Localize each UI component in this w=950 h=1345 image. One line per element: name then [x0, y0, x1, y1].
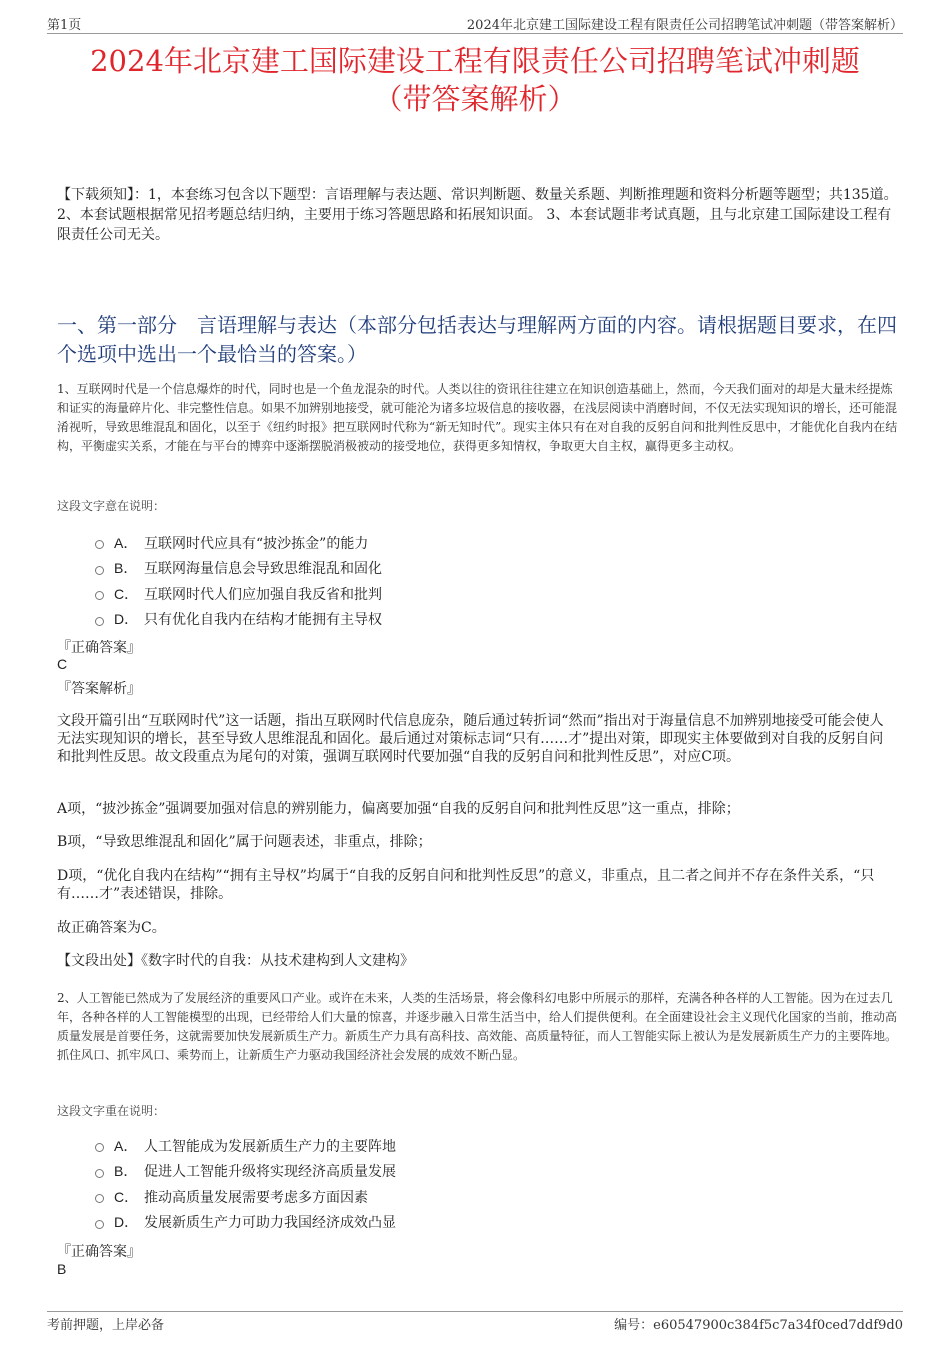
question-2-option-b[interactable]	[95, 1159, 595, 1185]
page-header	[47, 14, 903, 32]
radio-icon[interactable]	[95, 1143, 104, 1152]
footer-slogan: 考前押题，上岸必备	[47, 1318, 165, 1333]
question-1-option-a[interactable]	[95, 530, 595, 556]
question-2-answer-label: 『正确答案』	[57, 1244, 141, 1260]
download-notice: 【下载须知】：1，本套练习包含以下题型：言语理解与表达题、常识判断题、数量关系题、判断推理题和资料分析题等题型；共135道。 2、本套试题根据常见招考题总结归纳，主要用于练习答题思路和拓展知识面。 3、本套试题非考试真题，且与北京建工国际建设工程有限责任公司无关。	[57, 187, 898, 243]
analysis-paragraph-3: B项，“导致思维混乱和固化”属于问题表述，非重点，排除；	[57, 834, 432, 850]
question-1-option-d[interactable]	[95, 607, 595, 633]
document-title	[40, 42, 910, 118]
section-heading: 一、第一部分 言语理解与表达（本部分包括表达与理解两方面的内容。请根据题目要求，在四个选项中选出一个最恰当的答案。）	[57, 313, 897, 366]
question-2-stem: 2、人工智能已然成为了发展经济的重要风口产业。或许在未来，人类的生活场景，将会像科幻电影中所展示的那样，充满各种各样的人工智能。因为在过去几年，各种各样的人工智能模型的出现，已经带给人们大量的惊喜，并逐步融入日常生活当中，给人们提供便利。在全面建设社会主义现代化国家的当前，推动高质量发展是首要任务，这就需要加快发展新质生产力。新质生产力具有高科技、高效能、高质量特征，而人工智能实际上被认为是发展新质生产力的主要阵地。抓住风口、抓牢风口、乘势而上，让新质生产力驱动我国经济社会发展的成效不断凸显。	[57, 991, 898, 1062]
footer-divider	[47, 1311, 903, 1312]
option-text: 互联网时代应具有“披沙拣金”的能力	[144, 535, 369, 552]
option-key: B．	[114, 1163, 138, 1180]
question-1-answer: C	[57, 656, 68, 672]
radio-icon[interactable]	[95, 540, 104, 549]
option-key: C．	[114, 585, 139, 602]
footer-code: 编号：e60547900c384f5c7a34f0ced7ddf9d0	[614, 1318, 903, 1333]
page-footer	[47, 1314, 903, 1332]
option-text: 推动高质量发展需要考虑多方面因素	[144, 1189, 368, 1206]
analysis-paragraph-4: D项，“优化自我内在结构”“拥有主导权”均属于“自我的反躬自问和批判性反思”的意义，非重点，且二者之间并不存在条件关系，“只有……才”表述错误，排除。	[57, 868, 875, 902]
radio-icon[interactable]	[95, 566, 104, 575]
option-key: A．	[114, 534, 138, 551]
option-key: D．	[114, 611, 139, 628]
question-1-prompt: 这段文字意在说明：	[57, 499, 166, 513]
question-2-option-d[interactable]	[95, 1210, 595, 1236]
analysis-paragraph-5: 故正确答案为C。	[57, 920, 166, 936]
title-line-2: （带答案解析）	[373, 82, 577, 116]
option-text: 互联网海量信息会导致思维混乱和固化	[144, 561, 382, 578]
question-1-source: 【文段出处】《数字时代的自我：从技术建构到人文建构》	[57, 953, 414, 969]
question-2-prompt: 这段文字重在说明：	[57, 1104, 166, 1118]
question-1-analysis-label: 『答案解析』	[57, 681, 141, 697]
question-1-stem: 1、互联网时代是一个信息爆炸的时代，同时也是一个鱼龙混杂的时代。人类以往的资讯往往建立在知识创造基础上，然而，今天我们面对的却是大量未经提炼和证实的海量碎片化、非完整性信息。如果不加辨别地接受，就可能沦为诸多垃圾信息的接收器，在浅层阅读中消磨时间，不仅无法实现知识的增长，还可能混淆视听，导致思维混乱和固化，以至于《纽约时报》把互联网时代称为“新无知时代”。现实主体只有在对自我的反躬自问和批判性反思中，才能优化自我内在结构，平衡虚实关系，才能在与平台的博弈中逐渐摆脱消极被动的接受地位，获得更多知情权，争取更大自主权，赢得更多主动权。	[57, 382, 898, 453]
radio-icon[interactable]	[95, 1220, 104, 1229]
option-key: B．	[114, 560, 138, 577]
option-key: C．	[114, 1188, 139, 1205]
analysis-paragraph-1: 文段开篇引出“互联网时代”这一话题，指出互联网时代信息庞杂，随后通过转折词“然而”指出对于海量信息不加辨别地接受可能会使人无法实现知识的增长，甚至导致人思维混乱和固化。最后通过对策标志词“只有……才”提出对策，即现实主体要做到对自我的反躬自问和批判性反思。故文段重点为尾句的对策，强调互联网时代要加强“自我的反躬自问和批判性反思”，对应C项。	[57, 713, 884, 765]
question-1-option-c[interactable]	[95, 581, 595, 607]
header-divider	[47, 33, 903, 34]
question-2-answer: B	[57, 1261, 67, 1277]
analysis-paragraph-2: A项，“披沙拣金”强调要加强对信息的辨别能力，偏离要加强“自我的反躬自问和批判性反思”这一重点，排除；	[57, 801, 740, 817]
option-text: 发展新质生产力可助力我国经济成效凸显	[144, 1215, 396, 1232]
radio-icon[interactable]	[95, 1169, 104, 1178]
option-key: A．	[114, 1137, 138, 1154]
header-doc-title: 2024年北京建工国际建设工程有限责任公司招聘笔试冲刺题（带答案解析）	[466, 18, 903, 33]
option-text: 促进人工智能升级将实现经济高质量发展	[144, 1164, 396, 1181]
radio-icon[interactable]	[95, 617, 104, 626]
question-1-option-b[interactable]	[95, 556, 595, 582]
question-1-options	[95, 530, 595, 632]
question-2-option-c[interactable]	[95, 1184, 595, 1210]
title-line-1: 2024年北京建工国际建设工程有限责任公司招聘笔试冲刺题	[90, 44, 860, 78]
radio-icon[interactable]	[95, 591, 104, 600]
option-text: 只有优化自我内在结构才能拥有主导权	[144, 612, 382, 629]
option-text: 人工智能成为发展新质生产力的主要阵地	[144, 1138, 396, 1155]
option-text: 互联网时代人们应加强自我反省和批判	[144, 586, 382, 603]
question-2-options	[95, 1133, 595, 1235]
option-key: D．	[114, 1214, 139, 1231]
question-2-option-a[interactable]	[95, 1133, 595, 1159]
radio-icon[interactable]	[95, 1194, 104, 1203]
page-number: 第1页	[47, 18, 82, 33]
question-1-answer-label: 『正确答案』	[57, 640, 141, 656]
